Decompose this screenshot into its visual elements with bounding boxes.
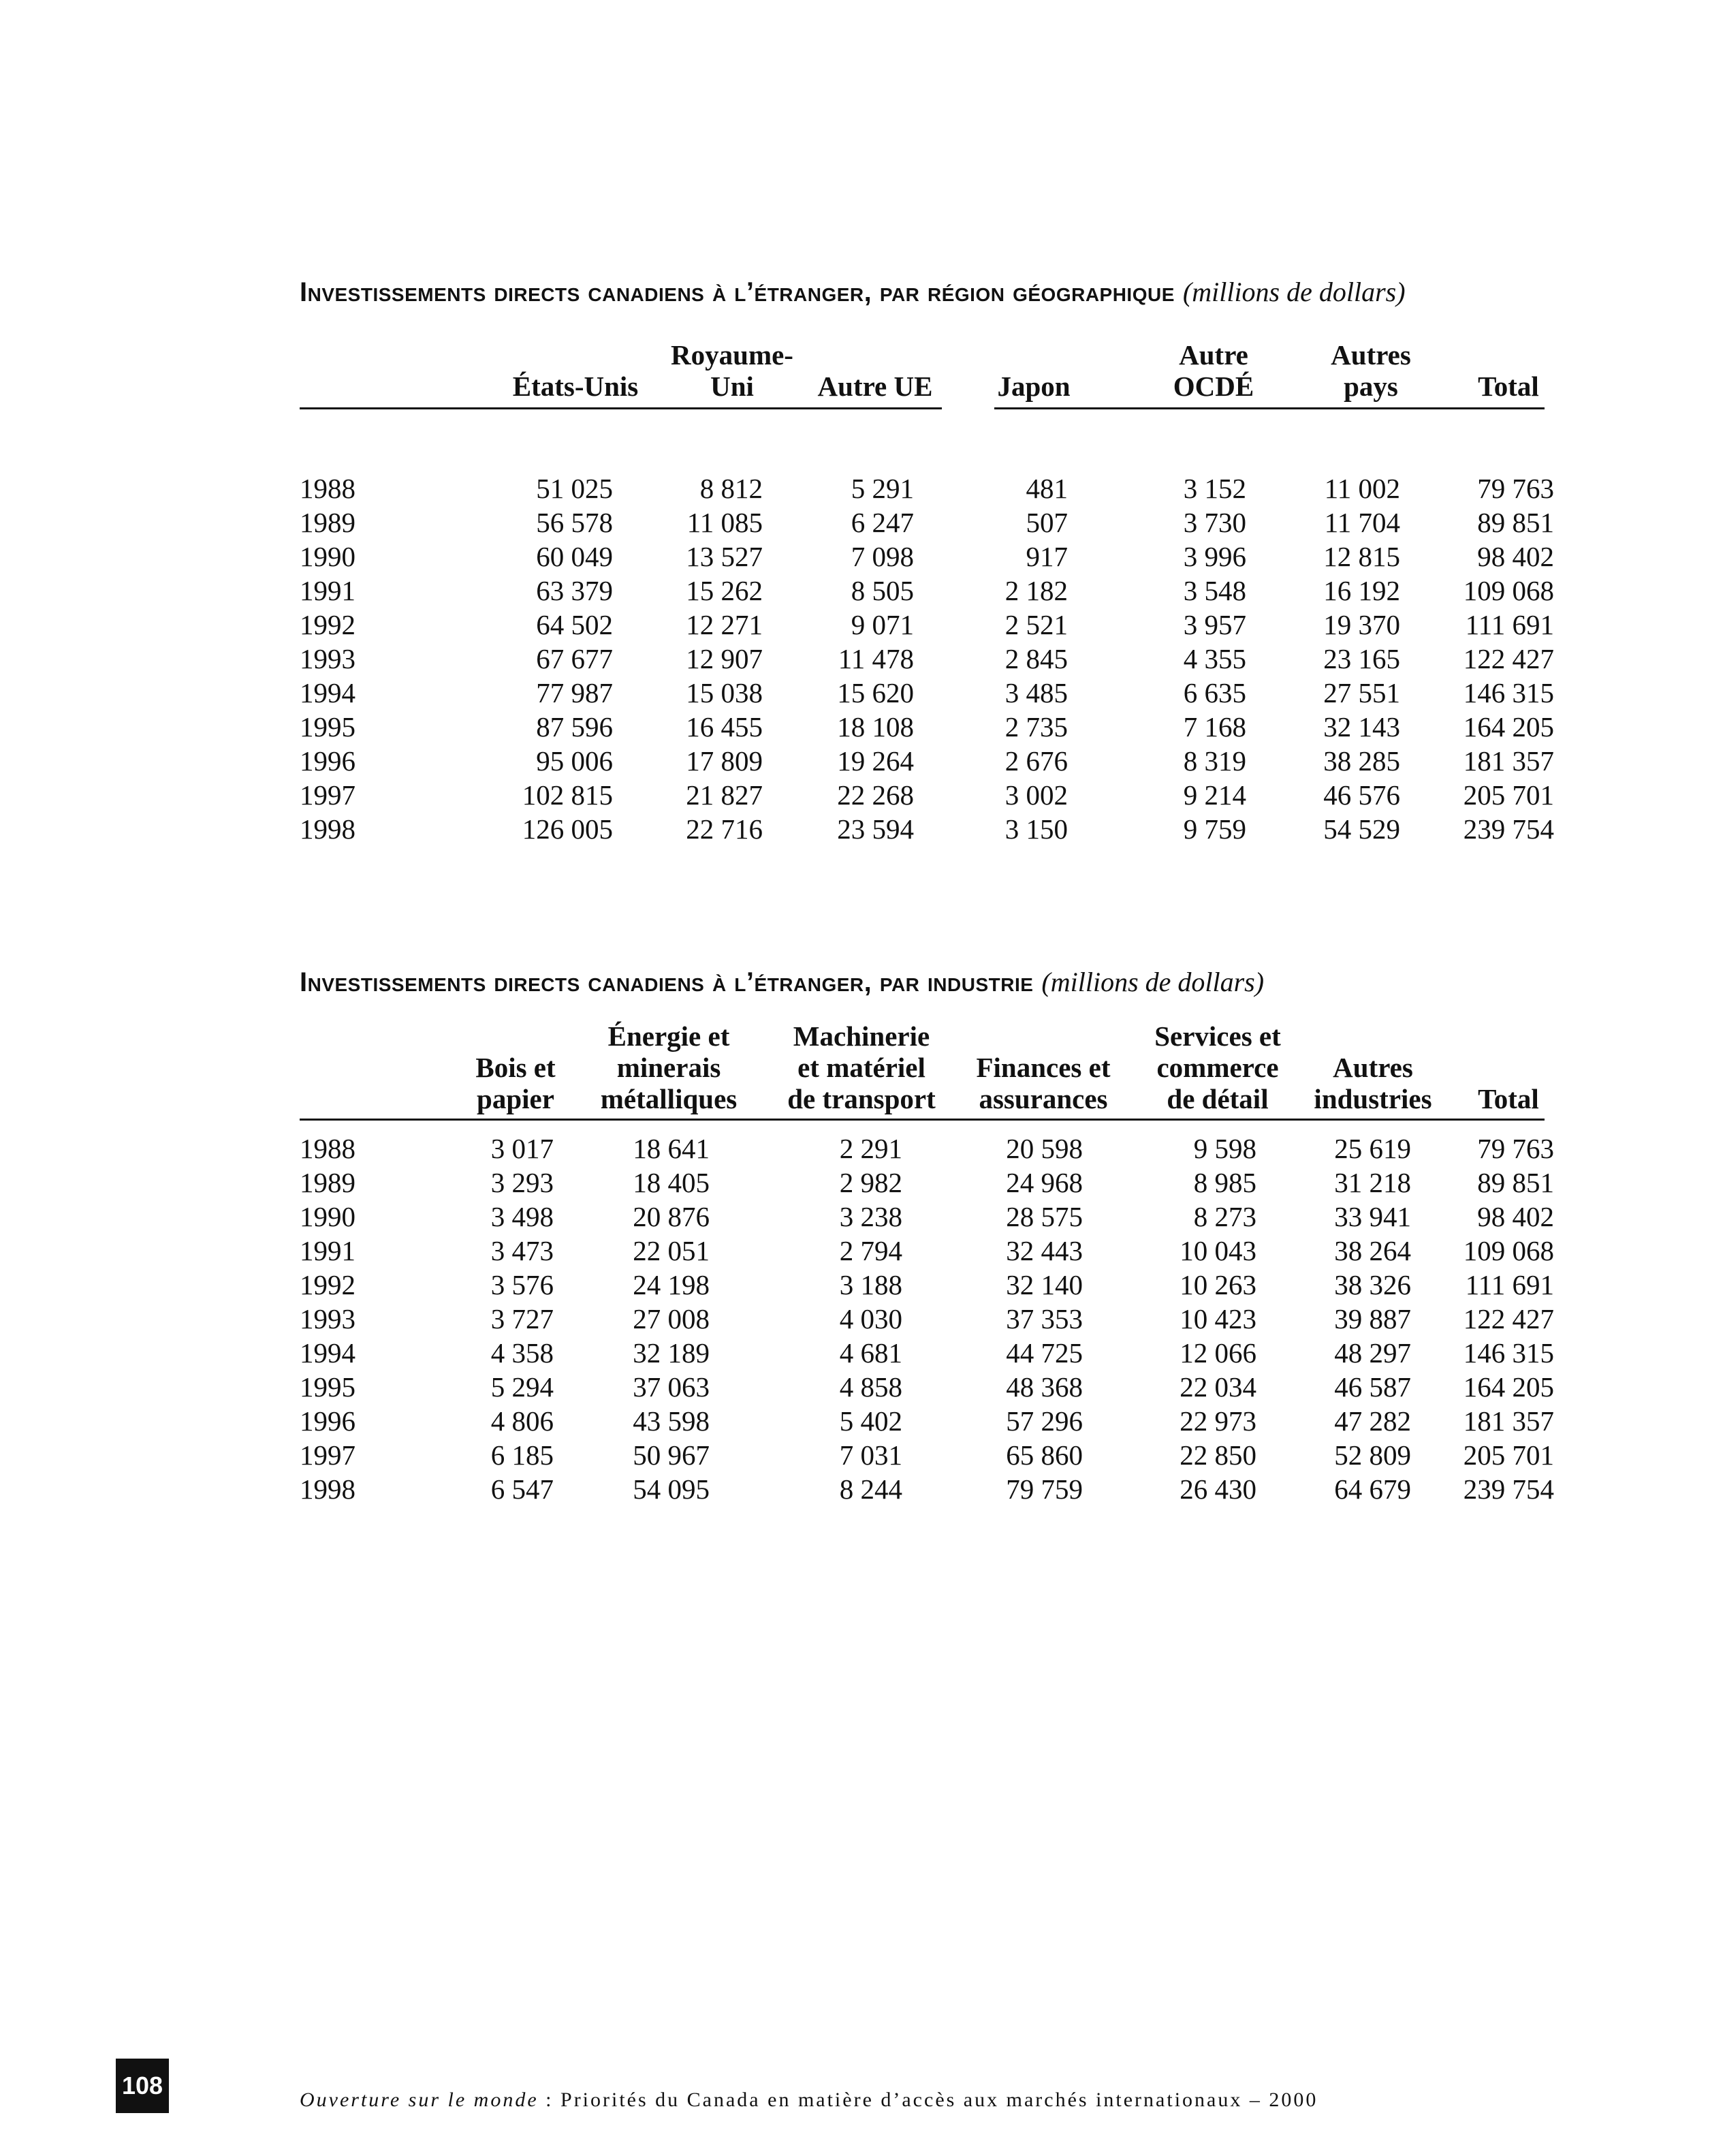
region-table-value-cell: 15 038 xyxy=(686,677,763,708)
industry-table-value-cell: 39 887 xyxy=(1334,1303,1411,1334)
industry-table-value-cell: 22 850 xyxy=(1180,1439,1256,1471)
industry-table-value-cell: 27 008 xyxy=(633,1303,710,1334)
region-table-value-cell: 239 754 xyxy=(1463,813,1554,845)
industry-table-value-cell: 20 876 xyxy=(633,1201,710,1232)
industry-table-value-cell: 65 860 xyxy=(1006,1439,1083,1471)
region-table-value-cell: 22 716 xyxy=(686,813,763,845)
industry-table-value-cell: 28 575 xyxy=(1006,1201,1083,1232)
region-table-value-cell: 95 006 xyxy=(536,745,613,777)
industry-table-value-cell: 32 140 xyxy=(1006,1269,1083,1300)
region-table-value-cell: 15 620 xyxy=(837,677,914,708)
industry-table-year-cell: 1989 xyxy=(300,1167,355,1198)
region-table-year-cell: 1996 xyxy=(300,745,355,777)
region-table-header-rule xyxy=(300,407,942,409)
industry-table-year-cell: 1998 xyxy=(300,1473,355,1505)
region-table-value-cell: 2 521 xyxy=(1004,609,1068,640)
region-table-value-cell: 164 205 xyxy=(1463,711,1554,743)
industry-table-value-cell: 48 368 xyxy=(1006,1371,1083,1403)
industry-table-header-7: Total xyxy=(1478,1083,1539,1114)
region-table-value-cell: 67 677 xyxy=(536,643,613,674)
page-number: 108 xyxy=(116,2059,169,2113)
region-table-value-cell: 2 735 xyxy=(1004,711,1068,743)
industry-table-year-cell: 1992 xyxy=(300,1269,355,1300)
industry-table-value-cell: 2 982 xyxy=(839,1167,902,1198)
industry-table-value-cell: 24 968 xyxy=(1006,1167,1083,1198)
region-table-value-cell: 8 812 xyxy=(699,473,763,504)
industry-table-value-cell: 37 063 xyxy=(633,1371,710,1403)
industry-table-header-3: Machinerie et matériel de transport xyxy=(787,1020,936,1114)
industry-table-value-cell: 50 967 xyxy=(633,1439,710,1471)
region-table-value-cell: 9 759 xyxy=(1183,813,1246,845)
region-table-title-text: Investissements directs canadiens à l’étranger, par région géographique xyxy=(300,277,1175,307)
region-table-value-cell: 3 485 xyxy=(1004,677,1068,708)
industry-table-value-cell: 5 294 xyxy=(490,1371,554,1403)
industry-table-value-cell: 3 727 xyxy=(490,1303,554,1334)
industry-table-value-cell: 64 679 xyxy=(1334,1473,1411,1505)
region-table-year-cell: 1989 xyxy=(300,507,355,538)
region-table-value-cell: 917 xyxy=(1026,541,1068,572)
footer-book-title: Ouverture sur le monde xyxy=(300,2089,539,2111)
industry-table-unit: (millions de dollars) xyxy=(1041,967,1265,997)
region-table-value-cell: 7 168 xyxy=(1183,711,1246,743)
region-table-value-cell: 77 987 xyxy=(536,677,613,708)
industry-table-year-cell: 1990 xyxy=(300,1201,355,1232)
region-table-value-cell: 98 402 xyxy=(1477,541,1554,572)
region-table-value-cell: 16 455 xyxy=(686,711,763,743)
industry-table-header-5: Services et commerce de détail xyxy=(1154,1020,1281,1114)
region-table-value-cell: 481 xyxy=(1026,473,1068,504)
industry-table-title xyxy=(300,966,1264,998)
industry-table-value-cell: 33 941 xyxy=(1334,1201,1411,1232)
industry-table-value-cell: 4 858 xyxy=(839,1371,902,1403)
industry-table-value-cell: 22 973 xyxy=(1180,1405,1256,1437)
industry-table-value-cell: 38 264 xyxy=(1334,1235,1411,1266)
industry-table-year-cell: 1994 xyxy=(300,1337,355,1369)
industry-table-value-cell: 6 547 xyxy=(490,1473,554,1505)
region-table-unit: (millions de dollars) xyxy=(1182,277,1406,307)
region-table-value-cell: 5 291 xyxy=(851,473,914,504)
industry-table-value-cell: 25 619 xyxy=(1334,1133,1411,1164)
industry-table-value-cell: 3 188 xyxy=(839,1269,902,1300)
region-table-value-cell: 17 809 xyxy=(686,745,763,777)
industry-table-value-cell: 12 066 xyxy=(1180,1337,1256,1369)
industry-table-value-cell: 8 985 xyxy=(1193,1167,1256,1198)
industry-table-value-cell: 122 427 xyxy=(1463,1303,1554,1334)
industry-table-value-cell: 22 051 xyxy=(633,1235,710,1266)
region-table-year-cell: 1993 xyxy=(300,643,355,674)
region-table-value-cell: 3 002 xyxy=(1004,779,1068,811)
region-table-value-cell: 8 319 xyxy=(1183,745,1246,777)
region-table-value-cell: 87 596 xyxy=(536,711,613,743)
region-table-value-cell: 181 357 xyxy=(1463,745,1554,777)
region-table-value-cell: 19 370 xyxy=(1323,609,1400,640)
region-table-value-cell: 126 005 xyxy=(522,813,613,845)
industry-table-value-cell: 22 034 xyxy=(1180,1371,1256,1403)
region-table-value-cell: 32 143 xyxy=(1323,711,1400,743)
industry-table-value-cell: 32 189 xyxy=(633,1337,710,1369)
region-table-year-cell: 1994 xyxy=(300,677,355,708)
region-table-year-cell: 1998 xyxy=(300,813,355,845)
region-table-title xyxy=(300,276,1406,308)
industry-table-value-cell: 7 031 xyxy=(839,1439,902,1471)
industry-table-value-cell: 98 402 xyxy=(1477,1201,1554,1232)
industry-table-value-cell: 46 587 xyxy=(1334,1371,1411,1403)
region-table-value-cell: 23 165 xyxy=(1323,643,1400,674)
region-table-value-cell: 11 704 xyxy=(1324,507,1400,538)
region-table-year-cell: 1991 xyxy=(300,575,355,606)
industry-table-value-cell: 8 273 xyxy=(1193,1201,1256,1232)
region-table-year-cell: 1990 xyxy=(300,541,355,572)
region-table-value-cell: 11 002 xyxy=(1324,473,1400,504)
region-table-value-cell: 6 247 xyxy=(851,507,914,538)
industry-table-value-cell: 4 681 xyxy=(839,1337,902,1369)
region-table-header-4: Japon xyxy=(997,371,1071,402)
region-table-value-cell: 4 355 xyxy=(1183,643,1246,674)
industry-table-value-cell: 79 759 xyxy=(1006,1473,1083,1505)
industry-table-value-cell: 8 244 xyxy=(839,1473,902,1505)
region-table-value-cell: 54 529 xyxy=(1323,813,1400,845)
industry-table-year-cell: 1988 xyxy=(300,1133,355,1164)
industry-table-value-cell: 146 315 xyxy=(1463,1337,1554,1369)
industry-table-value-cell: 2 291 xyxy=(839,1133,902,1164)
industry-table-header-6: Autres industries xyxy=(1314,1052,1432,1114)
industry-table-value-cell: 43 598 xyxy=(633,1405,710,1437)
region-table-value-cell: 19 264 xyxy=(837,745,914,777)
region-table-value-cell: 16 192 xyxy=(1323,575,1400,606)
region-table-value-cell: 6 635 xyxy=(1183,677,1246,708)
industry-table-value-cell: 10 263 xyxy=(1180,1269,1256,1300)
industry-table-year-cell: 1991 xyxy=(300,1235,355,1266)
industry-table-value-cell: 164 205 xyxy=(1463,1371,1554,1403)
region-table-header-1: États-Unis xyxy=(512,371,639,402)
industry-table-value-cell: 5 402 xyxy=(839,1405,902,1437)
region-table-value-cell: 12 907 xyxy=(686,643,763,674)
region-table-value-cell: 3 996 xyxy=(1183,541,1246,572)
industry-table-year-cell: 1996 xyxy=(300,1405,355,1437)
industry-table-title-text: Investissements directs canadiens à l’étranger, par industrie xyxy=(300,967,1034,997)
region-table-value-cell: 27 551 xyxy=(1323,677,1400,708)
region-table-value-cell: 79 763 xyxy=(1477,473,1554,504)
industry-table-value-cell: 205 701 xyxy=(1463,1439,1554,1471)
industry-table-value-cell: 3 473 xyxy=(490,1235,554,1266)
region-table-value-cell: 18 108 xyxy=(837,711,914,743)
industry-table-value-cell: 3 017 xyxy=(490,1133,554,1164)
region-table-value-cell: 8 505 xyxy=(851,575,914,606)
footer-subtitle: : Priorités du Canada en matière d’accès aux marchés internationaux – 2000 xyxy=(538,2089,1318,2111)
region-table-value-cell: 109 068 xyxy=(1463,575,1554,606)
region-table-value-cell: 9 214 xyxy=(1183,779,1246,811)
region-table-year-cell: 1988 xyxy=(300,473,355,504)
region-table-value-cell: 12 815 xyxy=(1323,541,1400,572)
industry-table-value-cell: 38 326 xyxy=(1334,1269,1411,1300)
region-table-value-cell: 2 182 xyxy=(1004,575,1068,606)
industry-table-value-cell: 48 297 xyxy=(1334,1337,1411,1369)
region-table-value-cell: 51 025 xyxy=(536,473,613,504)
region-table-value-cell: 23 594 xyxy=(837,813,914,845)
region-table-value-cell: 15 262 xyxy=(686,575,763,606)
region-table-value-cell: 122 427 xyxy=(1463,643,1554,674)
industry-table-header-rule xyxy=(300,1119,1545,1121)
industry-table-value-cell: 10 423 xyxy=(1180,1303,1256,1334)
industry-table-value-cell: 10 043 xyxy=(1180,1235,1256,1266)
industry-table-value-cell: 4 806 xyxy=(490,1405,554,1437)
industry-table-value-cell: 18 641 xyxy=(633,1133,710,1164)
industry-table-value-cell: 31 218 xyxy=(1334,1167,1411,1198)
region-table-header-3: Autre UE xyxy=(817,371,933,402)
region-table-year-cell: 1995 xyxy=(300,711,355,743)
region-table-value-cell: 3 548 xyxy=(1183,575,1246,606)
industry-table-value-cell: 37 353 xyxy=(1006,1303,1083,1334)
region-table-value-cell: 205 701 xyxy=(1463,779,1554,811)
footer-citation xyxy=(300,2089,1318,2112)
industry-table-header-1: Bois et papier xyxy=(475,1052,556,1114)
region-table-value-cell: 3 152 xyxy=(1183,473,1246,504)
industry-table-value-cell: 9 598 xyxy=(1193,1133,1256,1164)
industry-table-value-cell: 57 296 xyxy=(1006,1405,1083,1437)
region-table-value-cell: 102 815 xyxy=(522,779,613,811)
region-table-header-6: Autres pays xyxy=(1331,339,1411,402)
industry-table-value-cell: 111 691 xyxy=(1465,1269,1554,1300)
region-table-value-cell: 3 957 xyxy=(1183,609,1246,640)
industry-table-value-cell: 4 030 xyxy=(839,1303,902,1334)
region-table-value-cell: 7 098 xyxy=(851,541,914,572)
industry-table-value-cell: 3 498 xyxy=(490,1201,554,1232)
region-table-value-cell: 89 851 xyxy=(1477,507,1554,538)
industry-table-value-cell: 18 405 xyxy=(633,1167,710,1198)
region-table-header-7: Total xyxy=(1478,371,1539,402)
industry-table-value-cell: 181 357 xyxy=(1463,1405,1554,1437)
region-table-value-cell: 21 827 xyxy=(686,779,763,811)
industry-table-value-cell: 239 754 xyxy=(1463,1473,1554,1505)
industry-table-value-cell: 79 763 xyxy=(1477,1133,1554,1164)
region-table-header-5: Autre OCDÉ xyxy=(1173,339,1254,402)
industry-table-year-cell: 1995 xyxy=(300,1371,355,1403)
industry-table-value-cell: 2 794 xyxy=(839,1235,902,1266)
region-table-value-cell: 9 071 xyxy=(851,609,914,640)
region-table-value-cell: 64 502 xyxy=(536,609,613,640)
industry-table-value-cell: 24 198 xyxy=(633,1269,710,1300)
industry-table-value-cell: 3 293 xyxy=(490,1167,554,1198)
region-table-value-cell: 11 085 xyxy=(686,507,763,538)
industry-table-value-cell: 20 598 xyxy=(1006,1133,1083,1164)
region-table-value-cell: 38 285 xyxy=(1323,745,1400,777)
region-table-value-cell: 146 315 xyxy=(1463,677,1554,708)
industry-table-value-cell: 26 430 xyxy=(1180,1473,1256,1505)
region-table-header-rule xyxy=(994,407,1545,409)
industry-table-value-cell: 3 576 xyxy=(490,1269,554,1300)
region-table-value-cell: 56 578 xyxy=(536,507,613,538)
region-table-value-cell: 2 845 xyxy=(1004,643,1068,674)
region-table-value-cell: 111 691 xyxy=(1465,609,1554,640)
industry-table-value-cell: 44 725 xyxy=(1006,1337,1083,1369)
industry-table-value-cell: 54 095 xyxy=(633,1473,710,1505)
region-table-value-cell: 13 527 xyxy=(686,541,763,572)
industry-table-value-cell: 89 851 xyxy=(1477,1167,1554,1198)
region-table-value-cell: 60 049 xyxy=(536,541,613,572)
industry-table-value-cell: 4 358 xyxy=(490,1337,554,1369)
region-table-value-cell: 22 268 xyxy=(837,779,914,811)
region-table-year-cell: 1997 xyxy=(300,779,355,811)
industry-table-header-2: Énergie et minerais métalliques xyxy=(600,1020,738,1114)
region-table-value-cell: 11 478 xyxy=(838,643,914,674)
region-table-header-2: Royaume- Uni xyxy=(671,339,793,402)
industry-table-value-cell: 32 443 xyxy=(1006,1235,1083,1266)
region-table-value-cell: 3 150 xyxy=(1004,813,1068,845)
region-table-year-cell: 1992 xyxy=(300,609,355,640)
industry-table-year-cell: 1993 xyxy=(300,1303,355,1334)
industry-table-value-cell: 3 238 xyxy=(839,1201,902,1232)
industry-table-value-cell: 109 068 xyxy=(1463,1235,1554,1266)
region-table-value-cell: 46 576 xyxy=(1323,779,1400,811)
industry-table-value-cell: 6 185 xyxy=(490,1439,554,1471)
region-table-value-cell: 12 271 xyxy=(686,609,763,640)
industry-table-value-cell: 47 282 xyxy=(1334,1405,1411,1437)
region-table-value-cell: 2 676 xyxy=(1004,745,1068,777)
industry-table-year-cell: 1997 xyxy=(300,1439,355,1471)
industry-table-value-cell: 52 809 xyxy=(1334,1439,1411,1471)
industry-table-header-4: Finances et assurances xyxy=(976,1052,1111,1114)
region-table-value-cell: 3 730 xyxy=(1183,507,1246,538)
region-table-value-cell: 63 379 xyxy=(536,575,613,606)
region-table-value-cell: 507 xyxy=(1026,507,1068,538)
